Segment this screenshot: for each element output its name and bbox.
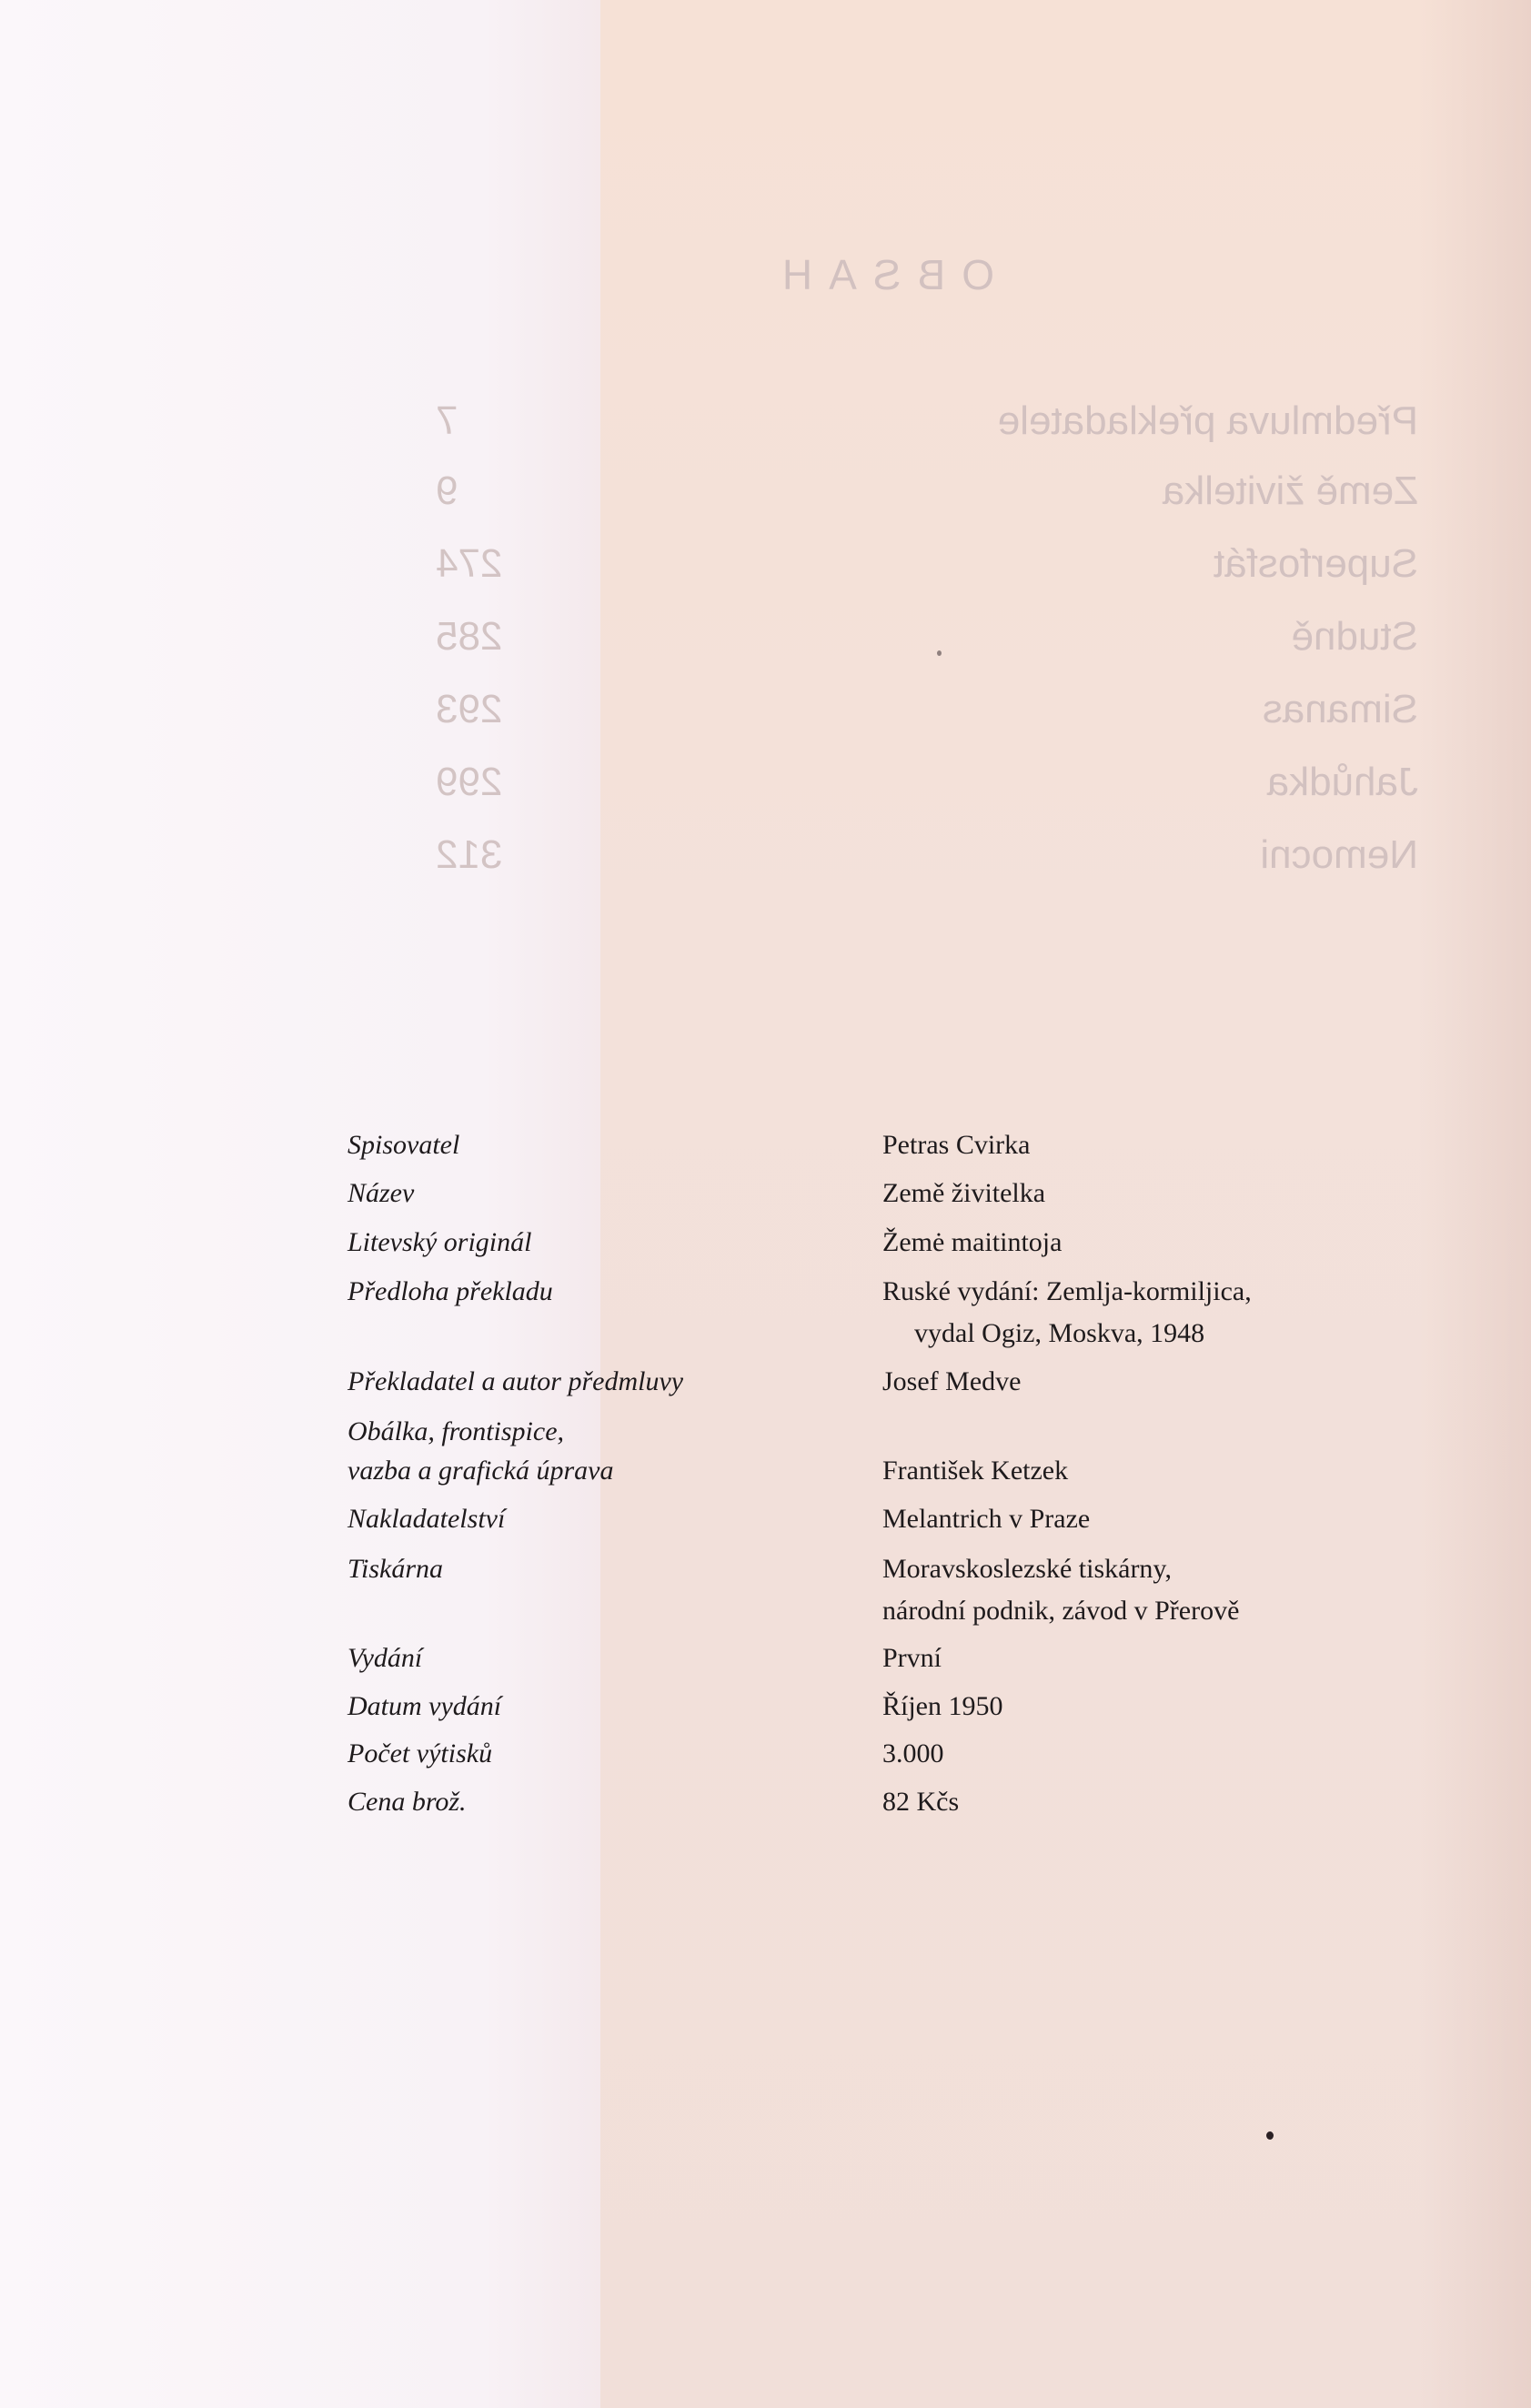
ink-speck <box>937 650 942 656</box>
imprint-value-printer: Moravskoslezské tiskárny, <box>882 1554 1172 1584</box>
imprint-label-author: Spisovatel <box>347 1130 460 1160</box>
imprint-value-translation-source-cont: vydal Ogiz, Moskva, 1948 <box>914 1318 1205 1348</box>
imprint-value-author: Petras Cvirka <box>882 1130 1031 1160</box>
bleed-through-entry-page: 9 <box>436 469 458 513</box>
imprint-label-publisher: Nakladatelství <box>347 1504 506 1534</box>
imprint-value-date: Říjen 1950 <box>882 1691 1003 1721</box>
ink-speck <box>1266 2131 1274 2140</box>
bleed-through-title: OBSAH <box>765 251 994 298</box>
imprint-value-title: Země živitelka <box>882 1178 1046 1208</box>
bleed-through-entry-page: 7 <box>436 398 458 443</box>
imprint-label-edition: Vydání <box>347 1643 423 1673</box>
bleed-through-entry-page: 312 <box>436 832 503 877</box>
bleed-through-entry-page: 293 <box>436 687 503 731</box>
bleed-through-entry-label: Země živitelka <box>1162 469 1418 513</box>
imprint-value-design: František Ketzek <box>882 1456 1069 1486</box>
imprint-value-translation-source: Ruské vydání: Zemlja-kormiljica, <box>882 1276 1252 1306</box>
imprint-value-translator: Josef Medve <box>882 1366 1022 1396</box>
imprint-value-publisher: Melantrich v Praze <box>882 1504 1091 1534</box>
bleed-through-entry-label: Jahůdka <box>1266 760 1418 804</box>
imprint-label-date: Datum vydání <box>347 1691 502 1721</box>
imprint-value-original: Žemė maitintoja <box>882 1227 1063 1257</box>
imprint-value-edition: První <box>882 1643 942 1673</box>
imprint-label-design-cont: vazba a grafická úprava <box>347 1456 614 1486</box>
imprint-label-print-run: Počet výtisků <box>347 1738 493 1768</box>
bleed-through-entry-page: 299 <box>436 760 503 804</box>
bleed-through-entry-page: 285 <box>436 614 503 659</box>
bleed-through-entry-label: Předmluva překladatele <box>997 398 1418 443</box>
imprint-label-printer: Tiskárna <box>347 1554 444 1584</box>
imprint-value-printer-cont: národní podnik, závod v Přerově <box>882 1596 1240 1626</box>
imprint-label-original: Litevský originál <box>347 1227 532 1257</box>
imprint-label-translator: Překladatel a autor předmluvy <box>347 1366 684 1396</box>
bleed-through-entry-page: 274 <box>436 541 503 586</box>
imprint-label-title: Název <box>347 1178 415 1208</box>
imprint-value-print-run: 3.000 <box>882 1738 944 1768</box>
imprint-label-translation-source: Předloha překladu <box>347 1276 553 1306</box>
imprint-value-price: 82 Kčs <box>882 1787 960 1817</box>
bleed-through-entry-label: Nemocni <box>1260 832 1418 877</box>
bleed-through-entry-label: Superfosfát <box>1213 541 1418 586</box>
bleed-through-entry-label: Simanas <box>1262 687 1418 731</box>
imprint-label-price: Cena brož. <box>347 1787 467 1817</box>
bleed-through-entry-label: Studně <box>1291 614 1418 659</box>
imprint-label-design: Obálka, frontispice, <box>347 1416 565 1446</box>
